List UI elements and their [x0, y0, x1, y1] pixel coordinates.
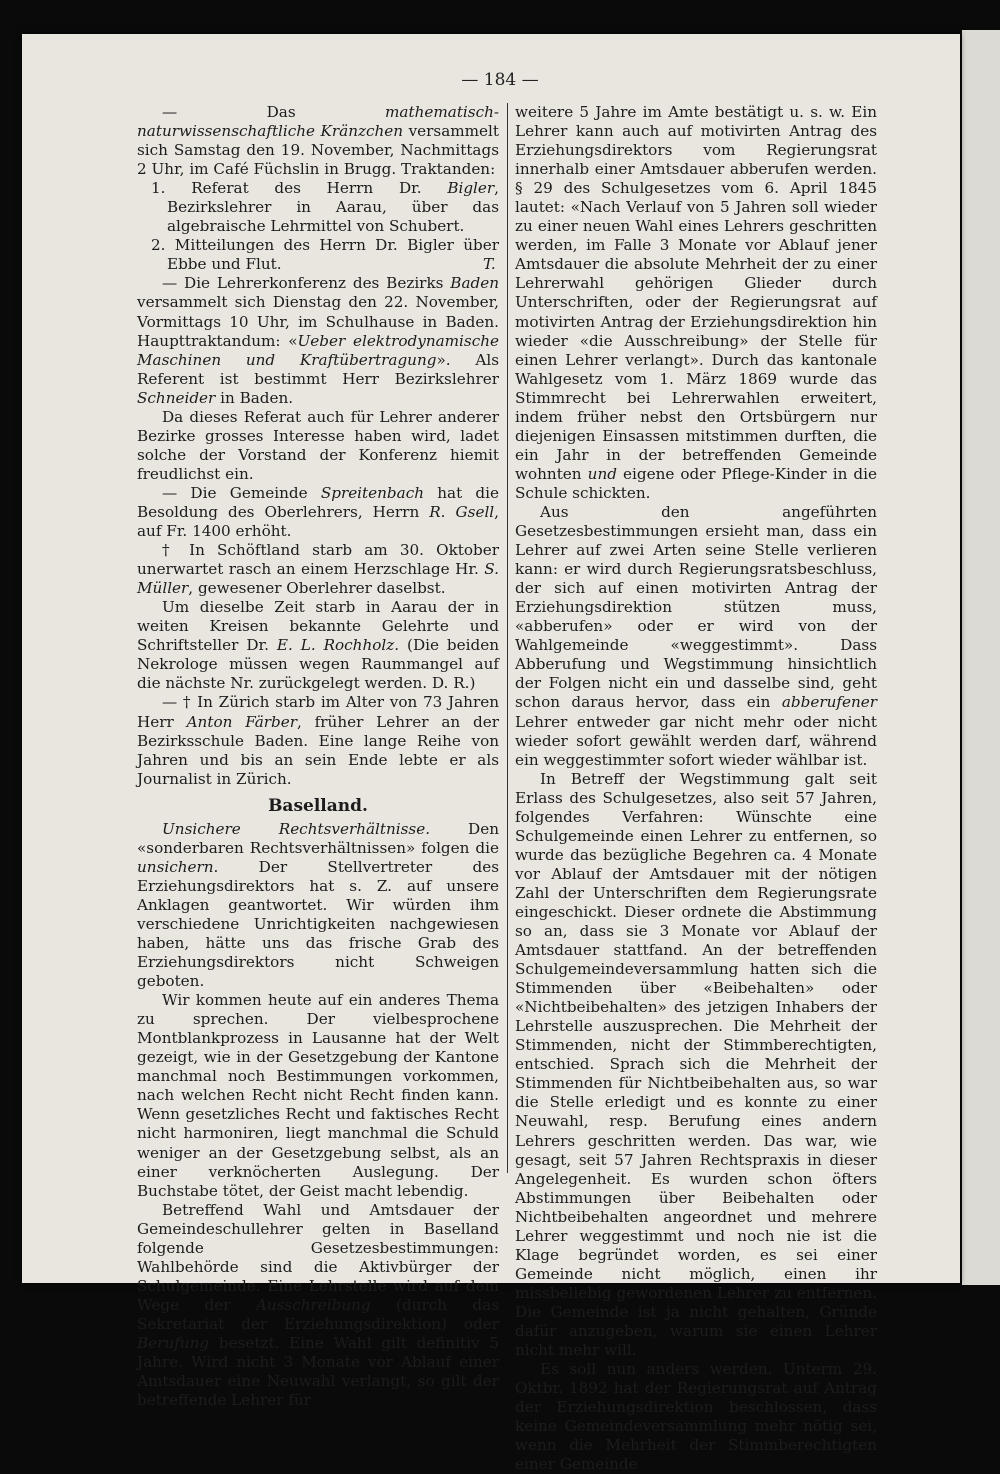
paragraph-schoeftland: † In Schöftland starb am 30. Oktober unerwartet rasch an einem Herzschlage Hr. S. Müller, gewesener Oberlehrer daselbst.	[137, 541, 499, 598]
paragraph-rochholz: Um dieselbe Zeit starb in Aarau der in weiten Kreisen bekannte Gelehrte und Schriftsteller Dr. E. L. Rochholz. (Die beiden Nekrologe müssen wegen Raummangel auf die nächste Nr. zurückgelegt werden. D. R.)	[137, 598, 499, 693]
paragraph-referat: Da dieses Referat auch für Lehrer anderer Bezirke grosses Interesse haben wird, ladet solche der Vorstand der Konferenz hiemit freudlichst ein.	[137, 407, 499, 483]
section-heading-baselland: Baselland.	[268, 795, 368, 816]
paragraph-continuation: weitere 5 Jahre im Amte bestätigt u. s. w. Ein Lehrer kann auch auf motivirten Antrag des Erziehungsdirektors vom Regierungsrat innerhalb einer Amtsdauer abberufen werden. § 29 des Schulgesetzes vom 6. April 1845 lautet: «Nach Verlauf von 5 Jahren soll wieder zu einer neuen Wahl eines Lehrers geschritten werden, im Falle 3 Monate vor Ablauf jener Amtsdauer die absolute Mehrheit der zu einer Lehrerwahl gehörigen Glieder durch Unterschriften, oder der Regierungsrat auf motivirten Antrag der Erziehungsdirektion hin wieder «die Ausschreibung» der Stelle für einen Lehrer verlangt». Durch das kantonale Wahlgesetz vom 1. März 1869 wurde das Stimmrecht bei Lehrerwahlen erweitert, indem früher nebst den Ortsbürgern nur diejenigen Einsassen mitstimmen durften, die ein Jahr in der betreffenden Gemeinde wohnten und eigene oder Pflege-Kinder in die Schule schickten.	[515, 103, 878, 502]
page-number: — 184 —	[461, 70, 539, 90]
paragraph-rechtsverhaeltnisse: Unsichere Rechtsverhältnisse. Den «sonderbaren Rechtsverhältnissen» folgen die unsichern. Der Stellvertreter des Erziehungsdirektors hat s. Z. auf unsere Anklagen geantwortet. Wir würden ihm verschiedene Unrichtigkeiten nachgewiesen haben, hätte uns das frische Grab des Erziehungsdirektors nicht Schweigen geboten.	[137, 819, 500, 991]
next-page-edge	[962, 30, 1000, 1285]
paragraph-lehrerkonferenz: — Die Lehrerkonferenz des Bezirks Baden versammelt sich Dienstag den 22. November, Vormittags 10 Uhr, im Schulhause in Baden. Haupttraktandum: «Ueber elektrodynamische Maschinen und Kraftübertragung». Als Referent ist bestimmt Herr Bezirkslehrer Schneider in Baden.	[137, 274, 499, 407]
paragraph-spreitenbach: — Die Gemeinde Spreitenbach hat die Besoldung des Oberlehrers, Herrn R. Gsell, auf Fr. 1400 erhöht.	[137, 483, 499, 541]
right-column	[515, 103, 877, 1474]
left-column	[137, 103, 499, 1410]
paragraph-gesetzesbestimmungen: Aus den angeführten Gesetzesbestimmungen ersieht man, dass ein Lehrer auf zwei Arten seine Stelle verlieren kann: er wird durch Regierungsratsbeschluss, der sich auf einen motivirten Antrag der Erziehungsdirektion stützen muss, «abberufen» oder er wird von der Wahlgemeinde «weggestimmt». Dass Abberufung und Wegstimmung hinsichtlich der Folgen nicht ein und dasselbe sind, geht schon daraus hervor, dass ein abberufener Lehrer entweder gar nicht mehr oder nicht wieder sofort gewählt werden darf, während ein weggestimmter sofort wieder wählbar ist.	[515, 502, 877, 769]
agenda-item-2: 2. Mitteilungen des Herrn Dr. Bigler über Ebbe und Flut. T.	[151, 236, 499, 274]
agenda-item-1: 1. Referat des Herrn Dr. Bigler, Bezirkslehrer in Aarau, über das algebraische Lehrmittel von Schubert.	[151, 179, 499, 236]
paragraph-wegstimmung: In Betreff der Wegstimmung galt seit Erlass des Schulgesetzes, also seit 57 Jahren, folgendes Verfahren: Wünschte eine Schulgemeinde einen Lehrer zu entfernen, so wurde das bezügliche Begehren ca. 4 Monate vor Ablauf der Amtsdauer mit der nötigen Zahl der Unterschriften dem Regierungsrate eingeschickt. Dieser ordnete die Abstimmung so an, dass sie 3 Monate vor Ablauf der Amtsdauer stattfand. An der betreffenden Schulgemeindeversammlung hatten sich die Stimmenden über «Beibehalten» oder «Nichtbeibehalten» des jetzigen Inhabers der Lehrstelle auszusprechen. Die Mehrheit der Stimmenden, nicht der Stimmberechtigten, entschied. Sprach sich die Mehrheit der Stimmenden für Nichtbeibehalten aus, so war die Stelle erledigt und es konnte zu einer Neuwahl, resp. Berufung eines andern Lehrers geschritten werden. Das war, wie gesagt, seit 57 Jahren Rechtspraxis in dieser Angelegenheit. Es wurden schon öfters Abstimmungen über Beibehalten oder Nichtbeibehalten angeordnet und mehrere Lehrer weggestimmt und noch nie ist die Klage begründet worden, es sei einer Gemeinde nicht möglich, einen ihr missbeliebig gewordenen Lehrer zu entfernen. Die Gemeinde ist ja nicht gehalten, Gründe dafür anzugeben, warum sie einen Lehrer nicht mehr will.	[515, 769, 877, 1360]
column-rule	[507, 103, 508, 1173]
paragraph-wahl-amtsdauer: Betreffend Wahl und Amtsdauer der Gemeindeschullehrer gelten in Baselland folgende Gesetzesbestimmungen: Wahlbehörde sind die Aktivbürger der Schulgemeinde. Eine Lehrstelle wird auf dem Wege der Ausschreibung (durch das Sekretariat der Erziehungsdirektion) oder Berufung besetzt. Eine Wahl gilt definitiv 5 Jahre. Wird nicht 3 Monate vor Ablauf einer Amtsdauer eine Neuwahl verlangt, so gilt der betreffende Lehrer für	[137, 1200, 499, 1410]
paragraph-anders: Es soll nun anders werden. Unterm 29. Oktbr. 1892 hat der Regierungsrat auf Antrag der Erziehungsdirektion beschlossen, dass keine Gemeindeversammlung mehr nötig sei, wenn die Mehrheit der Stimmberechtigten einer Gemeinde	[515, 1360, 877, 1474]
paragraph-faerber: — † In Zürich starb im Alter von 73 Jahren Herr Anton Färber, früher Lehrer an der Bezirksschule Baden. Eine lange Reihe von Jahren und bis an sein Ende lebte er als Journalist in Zürich.	[137, 693, 499, 788]
paragraph-thema: Wir kommen heute auf ein anderes Thema zu sprechen. Der vielbesprochene Montblankprozess in Lausanne hat der Welt gezeigt, wie in der Gesetzgebung der Kantone manchmal noch Bestimmungen vorkommen, nach welchen Recht nicht Recht finden kann. Wenn gesetzliches Recht und faktisches Recht nicht harmoniren, liegt manchmal die Schuld weniger an der Gesetzgebung selbst, als an einer verknöcherten Auslegung. Der Buchstabe tötet, der Geist macht lebendig.	[137, 991, 499, 1200]
paragraph-kraenzchen: — Das mathematisch-naturwissenschaftliche Kränzchen versammelt sich Samstag den 19. November, Nachmittags 2 Uhr, im Café Füchslin in Brugg. Traktanden:	[137, 103, 499, 179]
